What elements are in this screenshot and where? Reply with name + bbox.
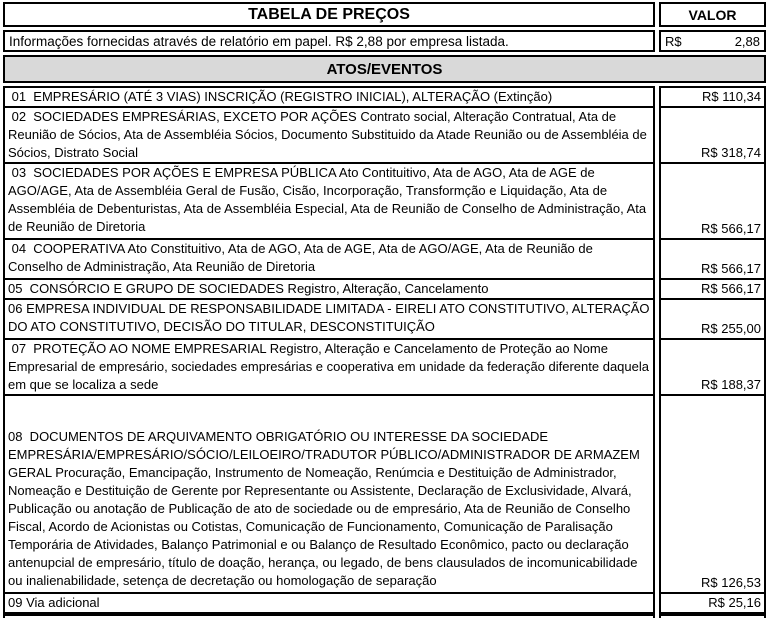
table-row — [3, 106, 766, 162]
table-row — [3, 238, 766, 278]
item-value-cell: R$ 566,17 — [659, 162, 766, 238]
item-text-cell: 08 DOCUMENTOS DE ARQUIVAMENTO OBRIGATÓRIO OU INTERESSE DA SOCIEDADE EMPRESÁRIA/EMPRESÁRIO/SÓCIO/LEILOEIRO/TRADUTOR PÚBLICO/ADMINISTRADOR DE ARMAZEM GERAL Procuração, Emancipação, Instrumento de Nomeação, Renúmcia e Destituição de Administrador, Nomeação e Destituição de Gerente por Representante ou Assistente, Declaração de Exclusividade, Alvará, Publicação ou anotação de Publicação de ato de sociedade ou de empresário, Ata de Reunião de Conselho Fiscal, Acordo de Acionistas ou Cotistas, Comunicação de Funcionamento, Comunicação de Paralisação Temporária de Atividades, Balanço Patrimonial e ou Balanço de Resultado Econômico, pacto ou declaração antenupcial de empresário, título de doação, herança, ou legado, de bens clausulados de incomunicabilidade ou inalienabilidade, setença de decretação ou homologação de separação — [3, 394, 655, 592]
table-title: TABELA DE PREÇOS — [3, 2, 655, 27]
item-value-cell: R$ 110,34 — [659, 86, 766, 106]
item-text-cell: 02 SOCIEDADES EMPRESÁRIAS, EXCETO POR AÇÕES Contrato social, Alteração Contratual, Ata de Reunião de Sócios, Ata de Assembléia Sócios, Documento Substituido da Atade Reunião ou de Assembléia de Sócios, Distrato Social — [3, 106, 655, 162]
item-text-cell: 06 EMPRESA INDIVIDUAL DE RESPONSABILIDADE LIMITADA - EIRELI ATO CONSTITUTIVO, ALTERAÇÃO DO ATO CONSTITUTIVO, DECISÃO DO TITULAR, DESCONSTITUIÇÃO — [3, 298, 655, 338]
item-value-cell: R$ 566,17 — [659, 278, 766, 298]
table-header-row — [3, 2, 766, 27]
item-text-cell — [3, 614, 655, 618]
currency-symbol: R$ — [665, 33, 682, 49]
info-amount: 2,88 — [734, 33, 760, 49]
info-value-cell — [659, 30, 766, 52]
table-row — [3, 394, 766, 592]
table-row — [3, 614, 766, 618]
item-value-cell: R$ 188,37 — [659, 338, 766, 394]
item-text-cell: 07 PROTEÇÃO AO NOME EMPRESARIAL Registro, Alteração e Cancelamento de Proteção ao Nome Empresarial de empresário, sociedades empresárias e cooperativa em unidade da federação diferente daquela em que se localiza a sede — [3, 338, 655, 394]
table-row — [3, 298, 766, 338]
value-column-header: VALOR — [659, 2, 766, 27]
table-row — [3, 592, 766, 614]
table-row — [3, 86, 766, 106]
table-row — [3, 338, 766, 394]
item-value-cell: R$ 126,53 — [659, 394, 766, 592]
items-table — [3, 86, 766, 618]
info-text: Informações fornecidas através de relatório em papel. R$ 2,88 por empresa listada. — [3, 30, 655, 52]
item-value-cell: R$ 318,74 — [659, 106, 766, 162]
info-row — [3, 30, 766, 52]
item-value-cell: R$ 255,00 — [659, 298, 766, 338]
item-text-cell: 04 COOPERATIVA Ato Constituitivo, Ata de AGO, Ata de AGE, Ata de AGO/AGE, Ata de Reunião de Conselho de Administração, Ata Reunião de Diretoria — [3, 238, 655, 278]
item-text-cell: 03 SOCIEDADES POR AÇÕES E EMPRESA PÚBLICA Ato Contituitivo, Ata de AGO, Ata de AGE de AGO/AGE, Ata de Assembléia Geral de Fusão, Cisão, Incorporação, Transformção e Liquidação, Ata de Assembléia de Debenturistas, Ata de Assembléia Especial, Ata de Reunião de Conselho de Administração, Ata de Reunião de Diretoria — [3, 162, 655, 238]
price-table — [3, 2, 766, 618]
section-header: ATOS/EVENTOS — [3, 55, 766, 83]
item-value-cell: R$ 25,16 — [659, 592, 766, 614]
item-text-cell: 01 EMPRESÁRIO (ATÉ 3 VIAS) INSCRIÇÃO (REGISTRO INICIAL), ALTERAÇÃO (Extinção) — [3, 86, 655, 106]
item-value-cell — [659, 614, 766, 618]
item-text-cell: 09 Via adicional — [3, 592, 655, 614]
item-text-cell: 05 CONSÓRCIO E GRUPO DE SOCIEDADES Registro, Alteração, Cancelamento — [3, 278, 655, 298]
table-row — [3, 162, 766, 238]
table-row — [3, 278, 766, 298]
item-value-cell: R$ 566,17 — [659, 238, 766, 278]
